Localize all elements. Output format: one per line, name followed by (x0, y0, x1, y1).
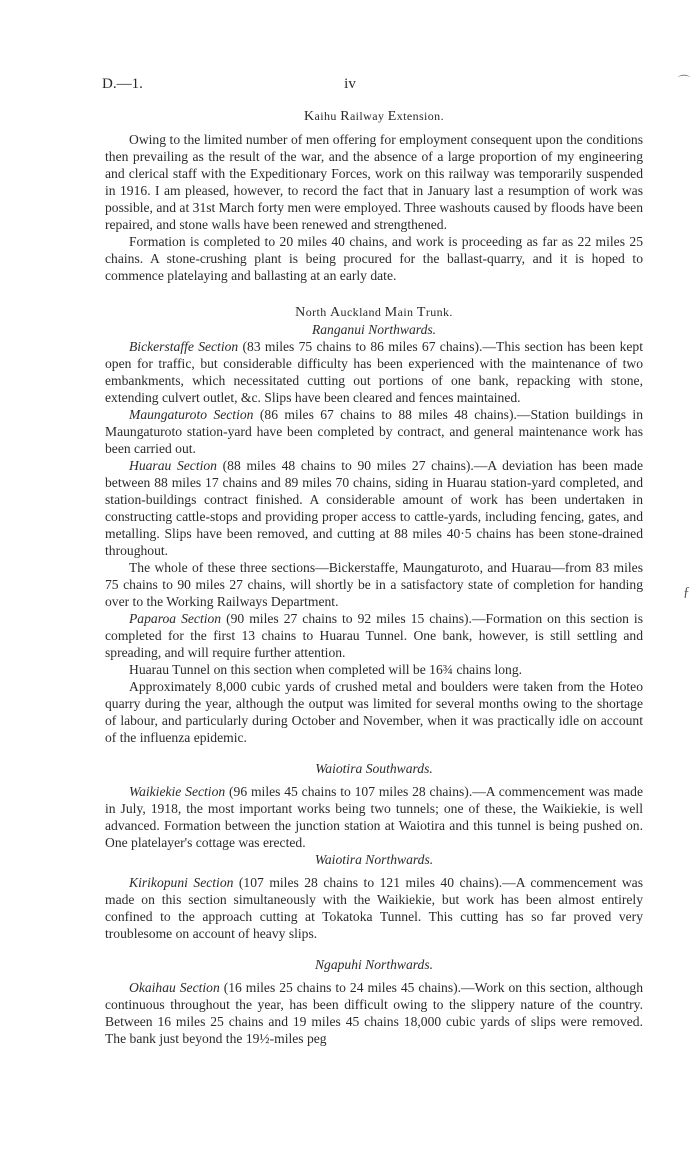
section-heading-north-auckland: North Auckland Main Trunk. (295, 305, 453, 320)
document-reference: D.—1. (102, 76, 143, 92)
margin-mark-icon: ƒ (683, 585, 690, 600)
paragraph: Waikiekie Section (96 miles 45 chains to 107 miles 28 chains).—A commencement was made in July, 1918, the most important works being two tunnels; one of these, the Waikiekie, is well advanced. Formation between the junction station at Waiotira and this tunnel is being pushed on. One platelayer's cottage was erected. (105, 784, 643, 850)
paragraph: Huarau Tunnel on this section when completed will be 16¾ chains long. (129, 662, 523, 677)
paragraph: Okaihau Section (16 miles 25 chains to 24 miles 45 chains).—Work on this section, although continuous throughout the year, has been difficult owing to the slippery nature of the country. Between 16 miles 25 chains and 19 miles 45 chains 18,000 cubic yards of slips were removed. The bank just beyond the 19½-miles peg (105, 980, 643, 1046)
subheading: Waiotira Northwards. (314, 852, 434, 867)
paragraph: Approximately 8,000 cubic yards of crushed metal and boulders were taken from the Hoteo quarry during the year, although the output was limited for several months owing to the shortage of labour, and particularly during October and November, when it was practically idle on account of the influenza epidemic. (105, 679, 643, 745)
paragraph: Formation is completed to 20 miles 40 chains, and work is proceeding as far as 22 miles 25 chains. A stone-crushing plant is being procured for the ballast-quarry, and it is hoped to commence platelaying and ballasting at an early date. (105, 234, 643, 283)
section-heading-kaihu: Kaihu Railway Extension. (304, 109, 444, 124)
margin-mark-icon: ⌒ (678, 74, 691, 88)
paragraph: The whole of these three sections—Bickerstaffe, Maungaturoto, and Huarau—from 83 miles 75 chains to 90 miles 27 chains, will shortly be in a satisfactory state of completion for handing over to the Working Railways Department. (105, 560, 643, 609)
paragraph: Huarau Section (88 miles 48 chains to 90 miles 27 chains).—A deviation has been made between 88 miles 17 chains and 89 miles 70 chains, siding in Huarau station-yard completed, and station-buildings contract finished. A considerable amount of work has been undertaken in constructing cattle-stops and providing proper access to cattle-yards, including fencing, gates, and metalling. Slips have been removed, and cutting at 88 miles 40·5 chains has been stone-drained throughout. (105, 458, 643, 558)
paragraph: Bickerstaffe Section (83 miles 75 chains to 86 miles 67 chains).—This section has been kept open for traffic, but considerable difficulty has been experienced with the maintenance of two embankments, which necessitated cutting out portions of one bank, repacking with stone, extending culvert outlet, &c. Slips have been cleared and fences maintained. (105, 339, 643, 405)
subheading: Waiotira Southwards. (315, 761, 433, 776)
document-body (105, 108, 643, 1047)
subheading: Ngapuhi Northwards. (314, 957, 434, 972)
paragraph: Paparoa Section (90 miles 27 chains to 92 miles 15 chains).—Formation on this section is completed for the first 13 chains to Huarau Tunnel. One bank, however, is still settling and spreading, and will require further attention. (105, 611, 643, 660)
subheading: Ranganui Northwards. (311, 322, 437, 337)
paragraph: Owing to the limited number of men offering for employment consequent upon the conditions then prevailing as the result of the war, and the absence of a large proportion of my engineering and clerical staff with the Expeditionary Forces, work on this railway was temporarily suspended in 1916. I am pleased, however, to record the fact that in January last a resumption of work was possible, and at 31st March forty men were employed. Three washouts caused by floods have been repaired, and stone walls have been renewed and strengthened. (105, 132, 643, 232)
page-number: iv (344, 76, 356, 92)
paragraph: Kirikopuni Section (107 miles 28 chains to 121 miles 40 chains).—A commencement was made on this section simultaneously with the Waikiekie, but work has been almost entirely confined to the approach cutting at Tokatoka Tunnel. This cutting has so far proved very troublesome on account of heavy slips. (105, 875, 644, 941)
paragraph: Maungaturoto Section (86 miles 67 chains to 88 miles 48 chains).—Station buildings in Maungaturoto station-yard have been completed by contract, and general maintenance work has been carried out. (105, 407, 644, 456)
